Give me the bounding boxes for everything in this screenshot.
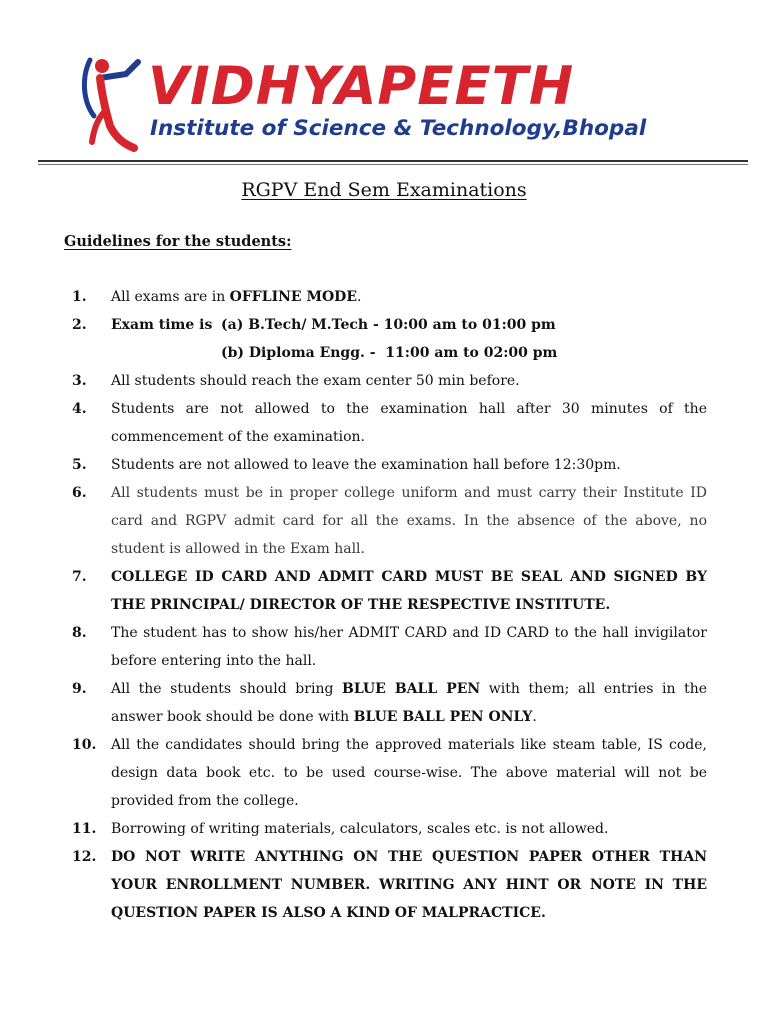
guidelines-list	[0, 283, 768, 927]
list-item	[0, 283, 768, 311]
item-number: 6.	[72, 485, 87, 501]
item-text: All exams are in OFFLINE MODE.	[111, 289, 362, 305]
list-item	[0, 367, 768, 395]
list-item	[0, 451, 768, 479]
list-item	[0, 675, 768, 731]
item-number: 2.	[72, 317, 87, 333]
list-item	[0, 479, 768, 563]
list-item	[0, 843, 768, 927]
item-number: 12.	[72, 849, 97, 865]
header-divider	[38, 160, 748, 162]
item-text: Borrowing of writing materials, calculators, scales etc. is not allowed.	[111, 821, 609, 837]
item-number: 3.	[72, 373, 87, 389]
list-item	[0, 815, 768, 843]
item-text: All students should reach the exam center 50 min before.	[111, 373, 520, 389]
list-item	[0, 731, 768, 815]
item-number: 5.	[72, 457, 87, 473]
exam-time-btech: (a) B.Tech/ M.Tech - 10:00 am to 01:00 pm	[221, 317, 556, 333]
item-text: All the students should bring BLUE BALL PEN with them; all entries in the answer book should be done with BLUE BALL PEN ONLY.	[111, 681, 708, 725]
section-heading: Guidelines for the students:	[64, 233, 292, 250]
item-number: 1.	[72, 289, 87, 305]
institute-tagline: Institute of Science & Technology,Bhopal	[150, 116, 647, 141]
item-text: Students are not allowed to the examination hall after 30 minutes of the commencement of the examination.	[111, 401, 707, 445]
item-text: The student has to show his/her ADMIT CARD and ID CARD to the hall invigilator before entering into the hall.	[111, 625, 707, 669]
item-number: 4.	[72, 401, 87, 417]
list-item	[0, 563, 768, 619]
institute-brand-name: VIDHYAPEETH	[148, 56, 575, 117]
document-title: RGPV End Sem Examinations	[241, 179, 527, 201]
running-figure-icon	[80, 56, 144, 152]
header-divider-thin	[38, 164, 748, 165]
list-item	[0, 395, 768, 451]
exam-time-label: Exam time is	[111, 317, 213, 333]
list-item	[0, 619, 768, 675]
item-number: 10.	[72, 737, 97, 753]
item-number: 9.	[72, 681, 87, 697]
item-text: DO NOT WRITE ANYTHING ON THE QUESTION PAPER OTHER THAN YOUR ENROLLMENT NUMBER. WRITING ANY HINT OR NOTE IN THE QUESTION PAPER IS ALSO A KIND OF MALPRACTICE.	[111, 849, 707, 921]
item-text: Students are not allowed to leave the examination hall before 12:30pm.	[111, 457, 621, 473]
item-text: All students must be in proper college uniform and must carry their Institute ID card and RGPV admit card for all the exams. In the absence of the above, no student is allowed in the Exam hall.	[111, 485, 707, 557]
list-item	[0, 311, 768, 367]
item-number: 7.	[72, 569, 87, 585]
item-text: All the candidates should bring the approved materials like steam table, IS code, design data book etc. to be used course-wise. The above material will not be provided from the college.	[111, 737, 707, 809]
item-text	[111, 311, 707, 367]
item-number: 8.	[72, 625, 87, 641]
exam-time-diploma: (b) Diploma Engg. - 11:00 am to 02:00 pm	[221, 345, 558, 361]
letterhead	[0, 0, 768, 165]
item-number: 11.	[72, 821, 97, 837]
item-text: COLLEGE ID CARD AND ADMIT CARD MUST BE SEAL AND SIGNED BY THE PRINCIPAL/ DIRECTOR OF THE RESPECTIVE INSTITUTE.	[111, 569, 707, 613]
